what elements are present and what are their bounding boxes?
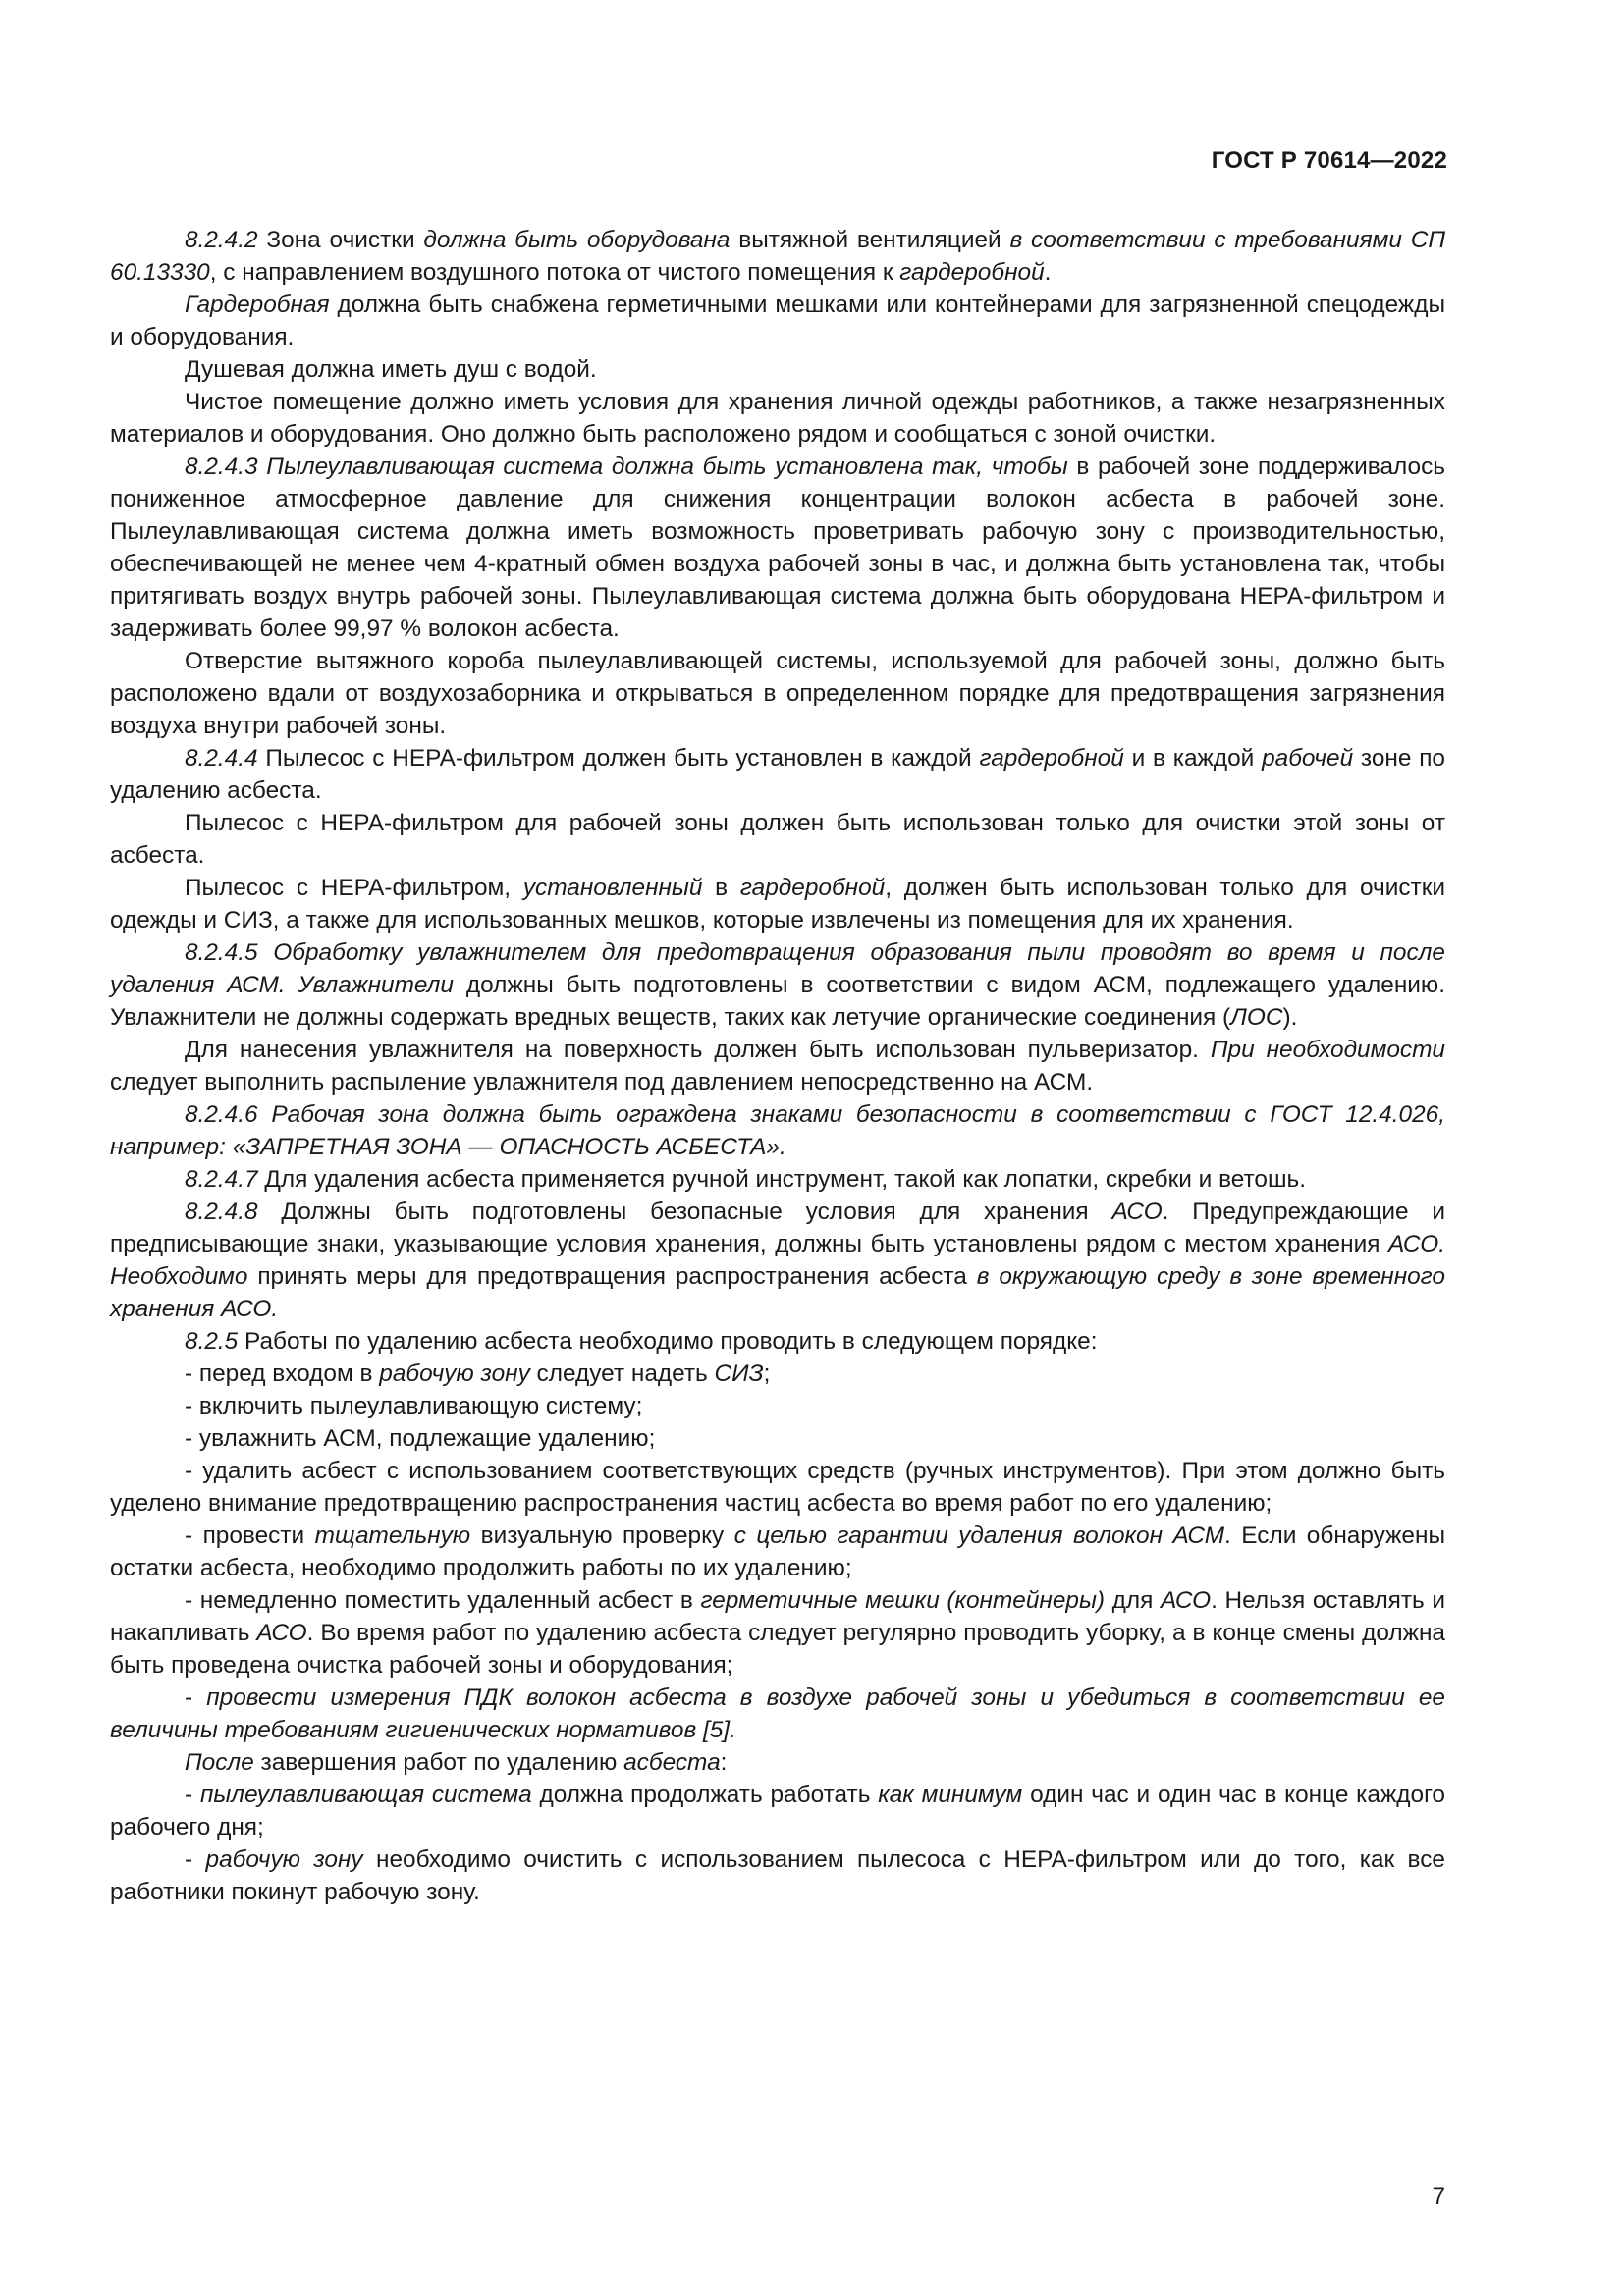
italic-text-run: рабочую зону [205,1846,363,1873]
italic-text-run: АСО [256,1620,307,1646]
text-run: должна быть снабжена герметичными мешками или контейнерами для загрязненной спецодежды и оборудования. [110,292,1445,350]
text-run: - немедленно поместить удаленный асбест в [185,1587,701,1614]
text-run: ). [1282,1004,1298,1031]
paragraph [110,1358,1445,1390]
text-run: Чистое помещение должно иметь условия для хранения личной одежды работников, а также незагрязненных материалов и оборудования. Оно должно быть расположено рядом и сообщаться с зоной очистки. [110,389,1445,448]
italic-text-run: 8.2.4.3 Пылеулавливающая система должна быть установлена так, чтобы [185,454,1068,480]
paragraph [110,1325,1445,1358]
italic-text-run: провести измерения ПДК волокон асбеста в воздухе рабочей зоны и убедиться в соответствии ее величины требованиям гигиенических нормативов [5]. [110,1684,1445,1743]
paragraph [110,1034,1445,1098]
text-run: - провести [185,1522,315,1549]
italic-text-run: асбеста [623,1749,721,1776]
italic-text-run: 8.2.4.5 Обработку увлажнителем для предотвращения образования пыли проводят во время и после удаления АСМ. Увлажнители [110,939,1445,998]
paragraph [110,1390,1445,1422]
text-run: завершения работ по удалению [253,1749,624,1776]
paragraph [110,742,1445,807]
text-run: - включить пылеулавливающую систему; [185,1393,643,1419]
paragraph [110,645,1445,742]
italic-text-run: установленный [522,875,703,901]
paragraph [110,353,1445,386]
text-run: в рабочей зоне поддерживалось пониженное атмосферное давление для снижения концентрации волокон асбеста в рабочей зоне. Пылеулавливающая система должна иметь возможность проветривать рабочую зону с производительностью, обеспечивающей не менее чем 4-кратный обмен воздуха рабочей зоны в час, и должна быть установлена так, чтобы притягивать воздух внутрь рабочей зоны. Пылеулавливающая система должна быть оборудована HEPA-фильтром и задерживать более 99,97 % волокон асбеста. [110,454,1446,642]
italic-text-run: АСО [1111,1199,1163,1225]
paragraph [110,807,1445,872]
italic-text-run: Гардеробная [185,292,330,318]
text-run: зоне по удалению асбеста. [110,745,1445,804]
text-run: , должен быть использован только для очистки одежды и СИЗ, а также для использованных мешков, которые извлечены из помещения для их хранения. [110,875,1446,934]
text-run: визуальную проверку [470,1522,734,1549]
text-run: - увлажнить АСМ, подлежащие удалению; [185,1425,656,1452]
text-run: . Во время работ по удалению асбеста следует регулярно проводить уборку, а в конце смены должна быть проведена очистка рабочей зоны и оборудования; [110,1620,1445,1679]
text-run: должна продолжать работать [531,1782,879,1808]
text-run: в [702,875,740,901]
italic-text-run: должна быть оборудована [423,227,731,253]
text-run: вытяжной вентиляцией [730,227,1010,253]
text-run: Пылесос с HEPA-фильтром, [185,875,523,901]
text-run: следует выполнить распыление увлажнителя под давлением непосредственно на АСМ. [110,1069,1094,1095]
document-header: ГОСТ Р 70614—2022 [1211,147,1447,174]
italic-text-run: с целью гарантии удаления волокон АСМ [733,1522,1225,1549]
paragraph [110,451,1445,645]
text-run: . Предупреждающие и предписывающие знаки, указывающие условия хранения, должны быть установлены рядом с местом хранения [110,1199,1445,1257]
italic-text-run: 8.2.4.7 [185,1166,258,1193]
italic-text-run: 8.2.4.8 [185,1199,258,1225]
paragraph [110,1520,1445,1584]
paragraph [110,1682,1445,1746]
paragraph [110,1163,1445,1196]
text-run: . Если обнаружены остатки асбеста, необходимо продолжить работы по их удалению; [110,1522,1445,1581]
text-run: - перед входом в [185,1361,380,1387]
italic-text-run: 8.2.5 [185,1328,239,1355]
italic-text-run: ЛОС [1230,1004,1283,1031]
italic-text-run: 8.2.4.6 Рабочая зона должна быть ограждена знаками безопасности в соответствии с ГОСТ 12.4.026, например: «ЗАПРЕТНАЯ ЗОНА — ОПАСНОСТЬ АСБЕСТА». [110,1101,1445,1160]
paragraph [110,386,1445,451]
text-run: Отверстие вытяжного короба пылеулавливающей системы, используемой для рабочей зоны, должно быть расположено вдали от воздухозаборника и открываться в определенном порядке для предотвращения загрязнения воздуха внутри рабочей зоны. [110,648,1445,739]
text-run: Для удаления асбеста применяется ручной инструмент, такой как лопатки, скребки и ветошь. [257,1166,1307,1193]
italic-text-run: в соответствии с требованиями СП 60.13330 [110,227,1445,286]
paragraph [110,1098,1445,1163]
text-run: Пылесос с HEPA-фильтром для рабочей зоны должен быть использован только для очистки этой зоны от асбеста. [110,810,1445,869]
paragraph [110,1584,1445,1682]
text-run: , с направлением воздушного потока от чистого помещения к [209,259,900,286]
text-run: - [185,1846,206,1873]
paragraph [110,289,1445,353]
italic-text-run: рабочей [1262,745,1354,772]
paragraph [110,224,1445,289]
text-run: принять меры для предотвращения распространения асбеста [247,1263,977,1290]
text-run: . Нельзя оставлять и накапливать [110,1587,1445,1646]
text-run: необходимо очистить с использованием пылесоса с HEPA-фильтром или до того, как все работники покинут рабочую зону. [110,1846,1445,1905]
italic-text-run: гардеробной [979,745,1124,772]
text-run: Зона очистки [257,227,424,253]
italic-text-run: АСО [1160,1587,1212,1614]
text-run: Работы по удалению асбеста необходимо проводить в следующем порядке: [238,1328,1098,1355]
text-run: - [185,1782,200,1808]
italic-text-run: 8.2.4.2 [185,227,258,253]
text-run: . [1044,259,1052,286]
text-run: ; [763,1361,771,1387]
italic-text-run: пылеулавливающая система [199,1782,532,1808]
text-run: : [720,1749,728,1776]
text-run: Для нанесения увлажнителя на поверхность должен быть использован пульверизатор. [185,1037,1211,1063]
paragraph [110,1779,1445,1843]
text-run: один час и один час в конце каждого рабочего дня; [110,1782,1445,1841]
text-run: - удалить асбест с использованием соответствующих средств (ручных инструментов). При этом должно быть уделено внимание предотвращению распространения частиц асбеста во время работ по его удалению; [110,1458,1445,1517]
italic-text-run: в окружающую среду в зоне временного хранения АСО. [110,1263,1445,1322]
text-run: Пылесос с HEPA-фильтром должен быть установлен в каждой [257,745,980,772]
italic-text-run: АСО. Необходимо [110,1231,1445,1290]
page-number: 7 [1432,2183,1445,2210]
text-run: и в каждой [1123,745,1263,772]
italic-text-run: При необходимости [1210,1037,1445,1063]
text-run: Должны быть подготовлены безопасные условия для хранения [257,1199,1112,1225]
italic-text-run: герметичные мешки (контейнеры) [700,1587,1106,1614]
text-run: должны быть подготовлены в соответствии с видом АСМ, подлежащего удалению. Увлажнители не должны содержать вредных веществ, таких как летучие органические соединения ( [110,972,1445,1031]
italic-text-run: После [185,1749,254,1776]
paragraph [110,872,1445,936]
italic-text-run: СИЗ [714,1361,764,1387]
paragraph [110,1422,1445,1455]
italic-text-run: рабочую зону [379,1361,530,1387]
italic-text-run: тщательную [314,1522,471,1549]
italic-text-run: гардеробной [739,875,886,901]
text-run: следует надеть [529,1361,715,1387]
text-run: Душевая должна иметь душ с водой. [185,356,597,383]
italic-text-run: 8.2.4.4 [185,745,258,772]
italic-text-run: как минимум [878,1782,1023,1808]
paragraph [110,1196,1445,1325]
paragraph [110,1455,1445,1520]
text-run: - [185,1684,207,1711]
text-run: для [1105,1587,1161,1614]
italic-text-run: гардеробной [899,259,1045,286]
paragraph [110,1843,1445,1908]
paragraph [110,936,1445,1034]
paragraph [110,1746,1445,1779]
document-body [110,224,1445,1908]
